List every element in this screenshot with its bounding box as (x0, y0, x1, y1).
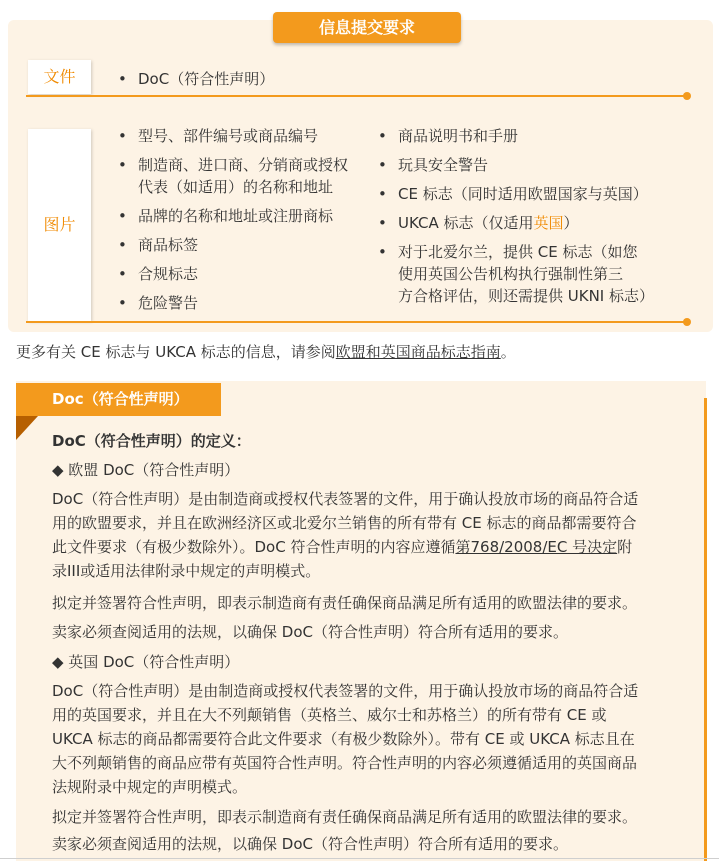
list-item: • 玩具安全警告 (378, 154, 688, 176)
divider-dot-icon (683, 318, 691, 326)
list-item: • 商品标签 (118, 234, 388, 256)
decision-link[interactable]: 第768/2008/EC 号决定 (455, 538, 618, 556)
uk-seller-note: 卖家必须查阅适用的法规，以确保 DoC（符合性声明）符合所有适用的要求。 (52, 835, 568, 853)
list-item: • 商品说明书和手册 (378, 125, 688, 147)
list-item: • UKCA 标志（仅适用英国） (378, 212, 688, 234)
list-item: • 对于北爱尔兰，提供 CE 标志（如您 使用英国公告机构执行强制性第三 方合格评估，则还需提供 UKNI 标志） (378, 241, 688, 307)
list-item: • 制造商、进口商、分销商或授权 代表（如适用）的名称和地址 (118, 154, 388, 198)
list-item: • CE 标志（同时适用欧盟国家与英国） (378, 183, 688, 205)
list-item: • DoC（符合性声明） (118, 68, 518, 90)
divider-dot-icon (683, 92, 691, 100)
section-title-badge: 信息提交要求 (273, 12, 461, 43)
uk-highlight: 英国 (533, 214, 564, 232)
list-item: • 危险警告 (118, 292, 388, 314)
image-row-label: 图片 (28, 129, 91, 321)
eu-doc-heading: ◆ 欧盟 DoC（符合性声明） (52, 461, 240, 479)
doc-section-tab: Doc（符合性声明） (16, 383, 221, 416)
definition-heading: DoC（符合性声明）的定义： (52, 432, 251, 450)
image-row-divider (26, 321, 687, 323)
uk-responsibility-text: 拟定并签署符合性声明，即表示制造商有责任确保商品满足所有适用的欧盟法律的要求。 (52, 808, 638, 826)
image-list-right (378, 125, 688, 307)
list-item: • 品牌的名称和地址或注册商标 (118, 205, 388, 227)
list-item: • 合规标志 (118, 263, 388, 285)
file-list (118, 68, 518, 90)
file-row-divider (26, 95, 687, 97)
bottom-divider (0, 858, 719, 859)
eu-seller-note: 卖家必须查阅适用的法规，以确保 DoC（符合性声明）符合所有适用的要求。 (52, 623, 568, 641)
more-info-text: 更多有关 CE 标志与 UKCA 标志的信息，请参阅欧盟和英国商品标志指南。 (16, 343, 516, 361)
marking-guide-link[interactable]: 欧盟和英国商品标志指南 (335, 343, 501, 361)
eu-doc-paragraph: DoC（符合性声明）是由制造商或授权代表签署的文件，用于确认投放市场的商品符合适 用的欧盟要求，并且在欧洲经济区或北爱尔兰销售的所有带有 CE 标志的商品都需要符合 此文件要求（有极少数除外）。DoC 符合性声明的内容应遵循第768/2008/EC 号决定附 录III或适用法律附录中规定的声明模式。 (52, 490, 639, 580)
file-row-label: 文件 (28, 60, 91, 94)
uk-doc-heading: ◆ 英国 DoC（符合性声明） (52, 653, 240, 671)
tab-fold-decoration (16, 416, 38, 440)
list-item: • 型号、部件编号或商品编号 (118, 125, 388, 147)
image-list-left (118, 125, 388, 314)
doc-section-border (704, 398, 707, 861)
uk-doc-paragraph: DoC（符合性声明）是由制造商或授权代表签署的文件，用于确认投放市场的商品符合适 用的英国要求，并且在大不列颠销售（英格兰、威尔士和苏格兰）的所有带有 CE 或 UKCA 标志的商品都需要符合此文件要求（有极少数除外）。带有 CE 或 UKCA 标志且在 大不列颠销售的商品应带有英国符合性声明。符合性声明的内容必须遵循适用的英国商品 法规附录中规定的声明模式。 (52, 682, 639, 796)
eu-responsibility-text: 拟定并签署符合性声明，即表示制造商有责任确保商品满足所有适用的欧盟法律的要求。 (52, 594, 638, 612)
